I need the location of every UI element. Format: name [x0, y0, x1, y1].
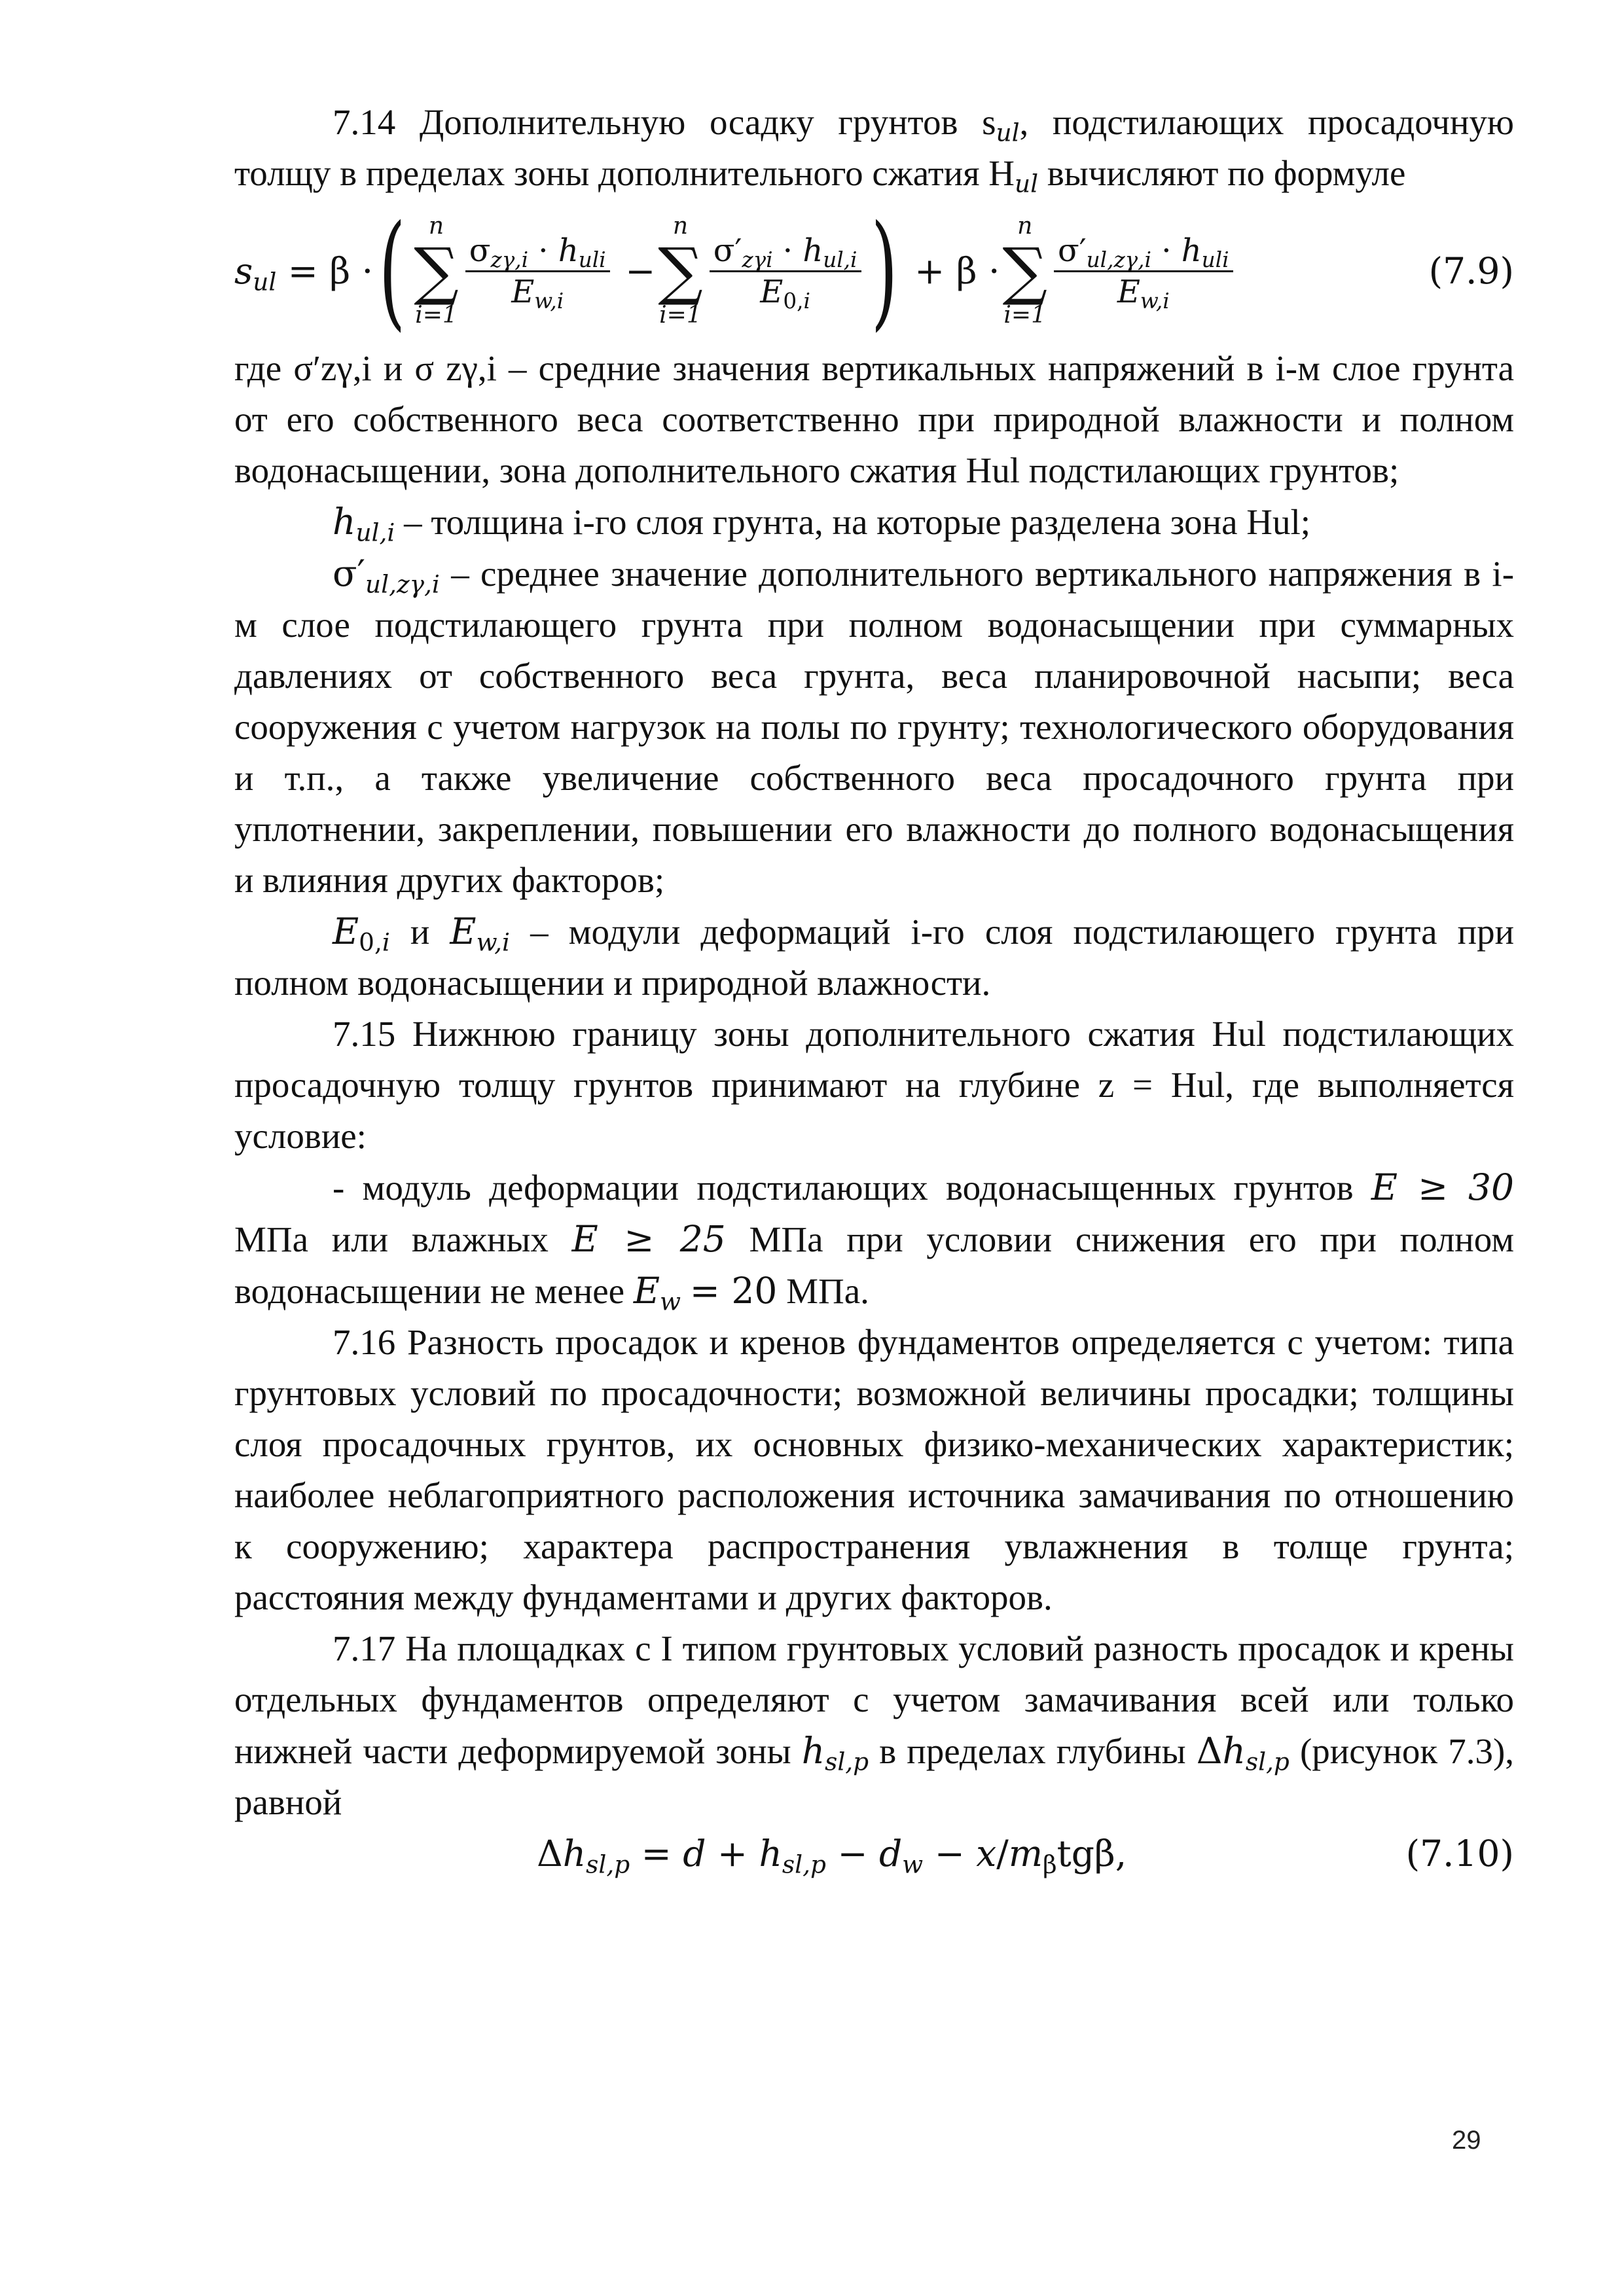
formula-7-10-number: (7.10) [1405, 1833, 1514, 1874]
formula-7-10: $\Delta h_{sl,p} = d + h_{sl,p} - d_w - x/m_\beta tg\beta$, (7.10) [234, 1828, 1514, 1880]
document-page [234, 97, 1514, 1880]
paragraph-where: где σ′zγ,i и σ zγ,i – средние значения вертикальных напряжений в i-м слое грунта от его собственного веса соответственно при природной влажности и полном водонасыщении, зона дополнительного сжатия Hul подстилающих грунтов; [234, 348, 1514, 490]
paragraph-7-17: 7.17 На площадках с I типом грунтовых условий разность просадок и крены отдельных фундаментов определяют с учетом замачивания всей или только нижней части деформируемой зоны $h_{sl,p}$ в пределах глубины $\Delta h_{sl,p}$ (рисунок 7.3), равной [234, 1628, 1515, 1822]
paragraph-e-def: $E_{0,i}$ и $E_{w,i}$ – модули деформаций i-го слоя подстилающего грунта при полном водонасыщении и природной влажности. [234, 910, 1515, 1003]
paragraph-7-16: 7.16 Разность просадок и кренов фундаментов определяется с учетом: типа грунтовых условий по просадочности; возможной величины просадки; толщины слоя просадочных грунтов, их основных физико-механических характеристик; наиболее неблагоприятного расположения источника замачивания по отношению к сооружению; характера распространения увлажнения в толще грунта; расстояния между фундаментами и других факторов. [234, 1322, 1514, 1617]
paragraph-7-14-intro: 7.14 Дополнительную осадку грунтов $s_{ul}$, подстилающих просадочную толщу в пределах зоны дополнительного сжатия $H_{ul}$ вычисляют по формуле [234, 102, 1514, 198]
formula-7-9: $s_{ul}$ = β · ( n ∑ i=1 $\frac{\sigma_{z\gamma,i} \cdot h_{uli}}{E_{w,i}}$ − n ∑ i=1 $\frac{\sigma'_{z\gamma i} \cdot h_{ul,i}}{E_{0,i}}$ ) + β · n ∑ i=1 $\frac{\sigma'_{ul,z\gamma,i} \cdot h_{uli}}{E_{w,i}}$ (7.9) [234, 198, 1514, 343]
paragraph-h-def: $h_{ul,i}$ – толщина i-го слоя грунта, на которые разделена зона Hul; [333, 501, 1311, 547]
text-7-14-intro: 7.14 Дополнительную осадку грунтов s [333, 102, 996, 142]
page-number: 29 [1452, 2126, 1481, 2155]
formula-7-9-number: (7.9) [1428, 250, 1514, 292]
paragraph-sigma-def: $\sigma'_{ul,z\gamma,i}$ – среднее значение дополнительного вертикального напряжения в i-м слое подстилающего грунта при полном водонасыщении при суммарных давлениях от собственного веса грунта, веса планировочной насыпи; веса сооружения с учетом нагрузок на полы по грунту; технологического оборудования и т.п., а также увеличение собственного веса просадочного грунта при уплотнении, закреплении, повышении его влажности до полного водонасыщения и влияния других факторов; [234, 552, 1515, 900]
paragraph-7-15: 7.15 Нижнюю границу зоны дополнительного сжатия Hul подстилающих просадочную толщу грунтов принимают на глубине z = Hul, где выполняется условие: [234, 1014, 1514, 1156]
paragraph-7-15-condition: - модуль деформации подстилающих водонасыщенных грунтов E ≥ 30 МПа или влажных E ≥ 25 МПа при условии снижения его при полном водонасыщении не менее $E_w = 20$ МПа. [234, 1166, 1515, 1316]
